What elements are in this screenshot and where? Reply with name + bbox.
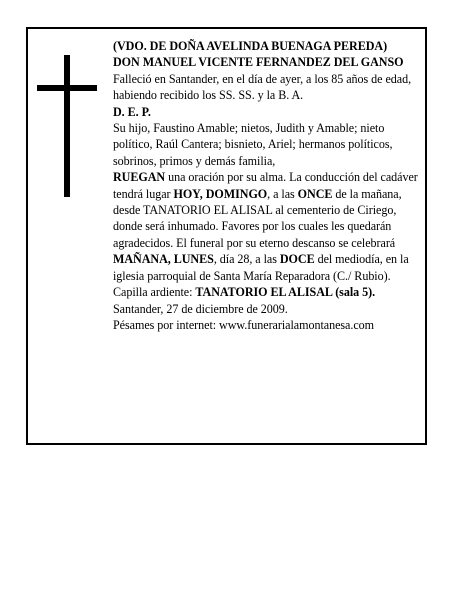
chapel-place: TANATORIO EL ALISAL (sala 5).	[195, 285, 376, 300]
manana-lunes-label: MAÑANA, LUNES	[113, 252, 214, 267]
condolences-line: Pésames por internet: www.funerarialamontanesa.com	[113, 317, 375, 332]
obituary-text	[113, 38, 419, 333]
doce-label: DOCE	[279, 252, 315, 267]
widower-line: (VDO. DE DOÑA AVELINDA BUENAGA PEREDA)	[113, 39, 388, 53]
cross-icon	[37, 55, 97, 197]
chapel-line	[113, 284, 419, 300]
ruegan-label: RUEGAN	[113, 170, 166, 185]
day-28-text: , día 28, a las	[213, 252, 280, 267]
cross-horizontal-bar	[37, 85, 97, 91]
deceased-name: DON MANUEL VICENTE FERNANDEZ DEL GANSO	[113, 55, 404, 70]
hoy-domingo-label: HOY, DOMINGO	[173, 186, 268, 201]
procession-details: de la mañana, desde TANATORIO EL ALISAL al cementerio de Ciriego, donde será inhumado. Favores por los cuales les quedarán agradecidos. El funeral por su eterno descanso se celebrará	[113, 186, 402, 250]
chapel-label: Capilla ardiente:	[113, 285, 196, 300]
cross-vertical-bar	[64, 55, 70, 197]
main-paragraph	[113, 169, 419, 284]
once-label: ONCE	[297, 186, 333, 201]
family-list: Su hijo, Faustino Amable; nietos, Judith y Amable; nieto político, Raúl Cantera; bisnieto, Ariel; hermanos políticos, sobrinos, primos y demás familia,	[113, 121, 393, 168]
at-the-text: , a las	[267, 186, 298, 201]
death-statement: Falleció en Santander, en el día de ayer, a los 85 años de edad, habiendo recibido los SS. SS. y la B. A.	[113, 71, 412, 103]
funeral-place: del mediodía, en la iglesia parroquial de Santa María Reparadora (C./ Rubio).	[113, 252, 409, 283]
dep-label: D. E. P.	[113, 104, 151, 119]
prayer-request: una oración por su alma. La conducción del cadáver tendrá lugar	[113, 170, 418, 201]
date-line: Santander, 27 de diciembre de 2009.	[113, 301, 288, 316]
